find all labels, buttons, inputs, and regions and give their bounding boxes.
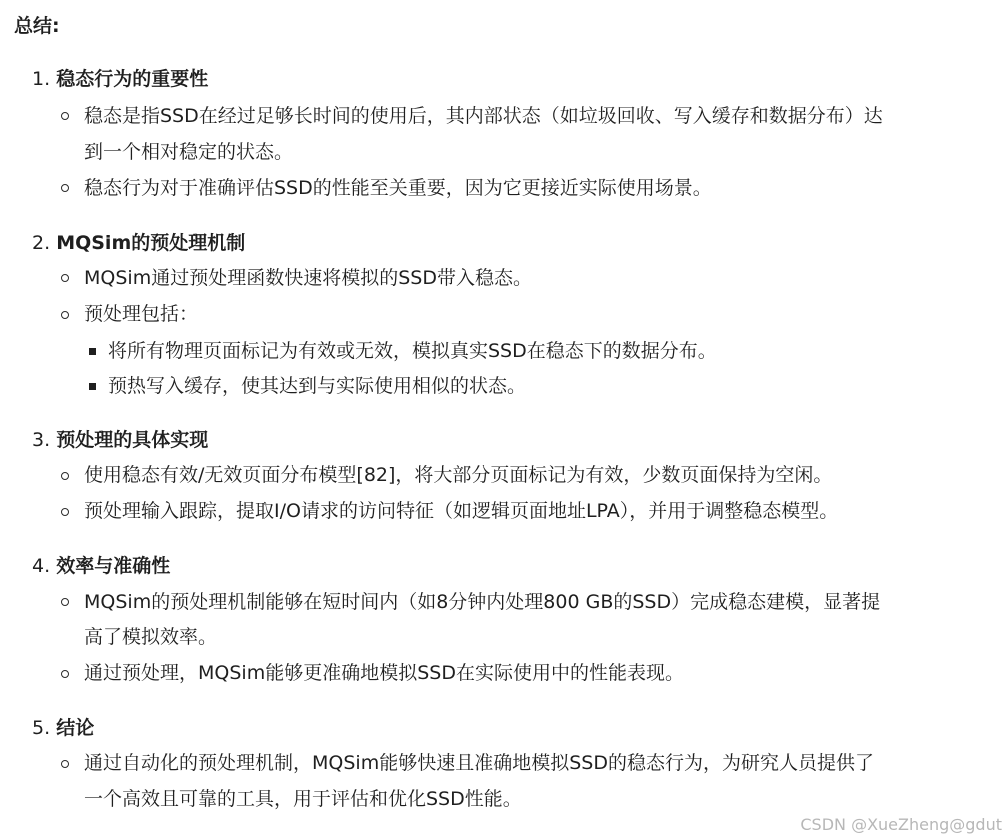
section-heading — [32, 551, 170, 581]
circle-bullet-icon — [61, 472, 69, 480]
section-heading — [32, 64, 208, 94]
section-title: 效率与准确性 — [56, 555, 171, 577]
list-item: 预处理输入跟踪，提取I/O请求的访问特征（如逻辑页面地址LPA），并用于调整稳态模型。 — [84, 500, 839, 522]
circle-bullet-icon — [61, 598, 69, 606]
circle-bullet-icon — [61, 184, 69, 192]
sub-list-item: 预热写入缓存，使其达到与实际使用相似的状态。 — [108, 375, 527, 397]
list-item-continuation: 高了模拟效率。 — [84, 626, 218, 648]
section-number: 1. — [32, 68, 51, 90]
circle-bullet-icon — [61, 311, 69, 319]
circle-bullet-icon — [61, 274, 69, 282]
section-title: MQSim的预处理机制 — [56, 232, 246, 254]
section-title: 结论 — [56, 717, 95, 739]
section-title: 稳态行为的重要性 — [56, 68, 209, 90]
section-heading — [32, 713, 94, 743]
section-title: 预处理的具体实现 — [56, 429, 209, 451]
list-item: 通过自动化的预处理机制，MQSim能够快速且准确地模拟SSD的稳态行为，为研究人员提供了 — [84, 752, 874, 774]
section-heading — [32, 425, 208, 455]
list-item-continuation: 一个高效且可靠的工具，用于评估和优化SSD性能。 — [84, 788, 522, 810]
circle-bullet-icon — [61, 670, 69, 678]
sub-list-item: 将所有物理页面标记为有效或无效，模拟真实SSD在稳态下的数据分布。 — [108, 340, 717, 362]
circle-bullet-icon — [61, 112, 69, 120]
circle-bullet-icon — [61, 508, 69, 516]
list-item: 通过预处理，MQSim能够更准确地模拟SSD在实际使用中的性能表现。 — [84, 662, 684, 684]
section-number: 3. — [32, 429, 51, 451]
list-item: MQSim的预处理机制能够在短时间内（如8分钟内处理800 GB的SSD）完成稳态建模，显著提 — [84, 591, 881, 613]
section-number: 2. — [32, 232, 51, 254]
square-bullet-icon — [89, 348, 96, 355]
section-number: 4. — [32, 555, 51, 577]
section-heading — [32, 228, 245, 258]
list-item: 稳态行为对于准确评估SSD的性能至关重要，因为它更接近实际使用场景。 — [84, 177, 712, 199]
list-item: MQSim通过预处理函数快速将模拟的SSD带入稳态。 — [84, 267, 532, 289]
section-number: 5. — [32, 717, 51, 739]
watermark: CSDN @XueZheng@gdut — [800, 815, 1002, 834]
circle-bullet-icon — [61, 760, 69, 768]
list-item: 使用稳态有效/无效页面分布模型[82]，将大部分页面标记为有效，少数页面保持为空闲。 — [84, 464, 833, 486]
list-item: 稳态是指SSD在经过足够长时间的使用后，其内部状态（如垃圾回收、写入缓存和数据分布）达 — [84, 105, 883, 127]
square-bullet-icon — [89, 383, 96, 390]
summary-heading: 总结: — [14, 15, 60, 37]
list-item-continuation: 到一个相对稳定的状态。 — [84, 141, 294, 163]
list-item: 预处理包括： — [84, 303, 199, 325]
